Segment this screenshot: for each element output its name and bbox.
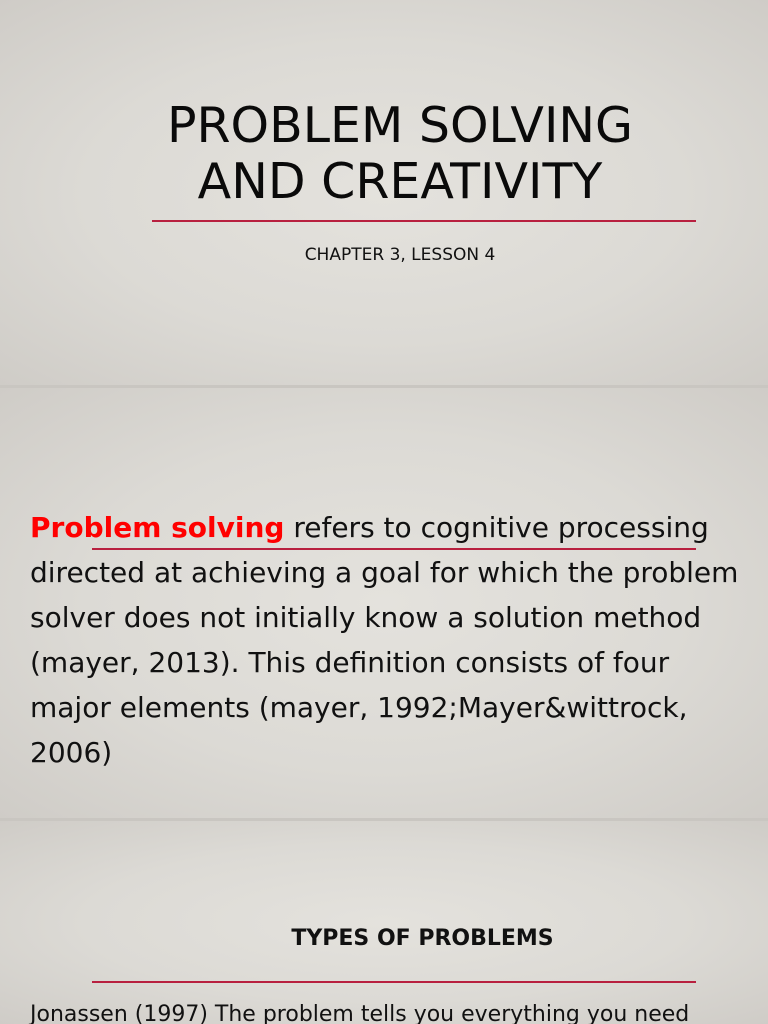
title-divider — [152, 220, 696, 222]
types-divider — [92, 981, 696, 983]
slide-title — [0, 0, 768, 385]
slide-definition — [0, 388, 768, 818]
slide-title-heading — [120, 98, 680, 210]
slide-subtitle: CHAPTER 3, LESSON 4 — [304, 245, 496, 265]
title-line-2: AND CREATIVITY — [197, 153, 603, 210]
definition-paragraph — [30, 505, 755, 775]
title-line-1: PROBLEM SOLVING — [166, 97, 634, 154]
definition-term: Problem solving — [30, 511, 285, 544]
slide-types — [0, 821, 768, 1024]
types-body-text: Jonassen (1997) The problem tells you everything you need — [30, 1002, 690, 1024]
definition-divider — [92, 548, 696, 550]
definition-text: refers to cognitive processing directed at achieving a goal for which the problem solver does not initially know a solution method (mayer, 2013). This definition consists of four major elements (mayer, 1992;Mayer&wittrock, 2006) — [30, 511, 739, 769]
types-heading: TYPES OF PROBLEMS — [291, 926, 554, 951]
